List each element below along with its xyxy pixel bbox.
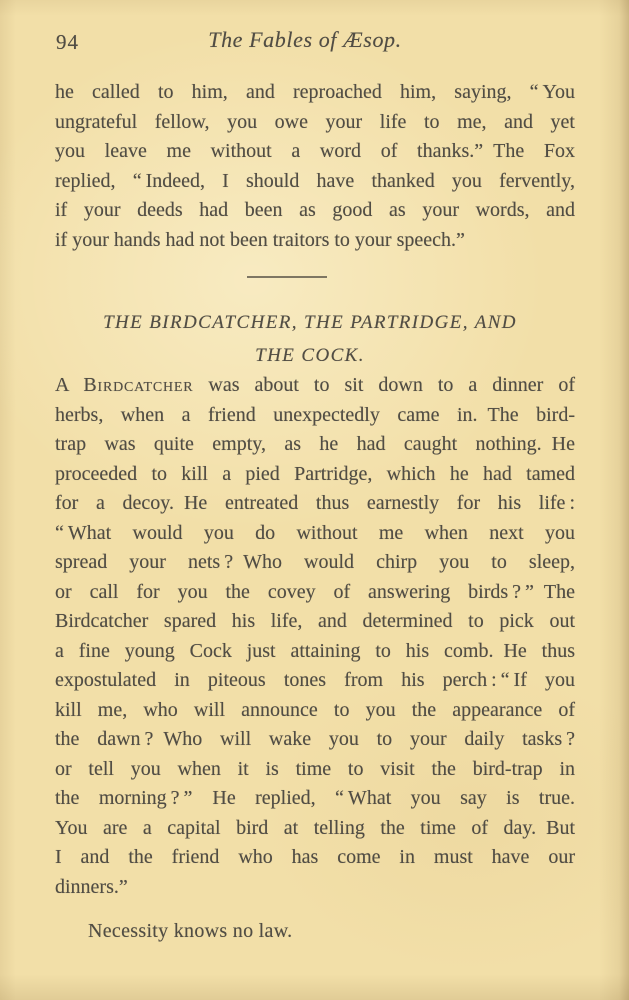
opening-word: A — [55, 374, 84, 396]
text-line: ungrateful fellow, you owe your life to me, and yet — [55, 110, 575, 133]
fable-title — [45, 306, 575, 372]
fable-body-paragraph — [55, 371, 575, 902]
fable-title-line-1: THE BIRDCATCHER, THE PARTRIDGE, AND — [103, 312, 517, 333]
text-line: herbs, when a friend unexpectedly came in. The bird- — [55, 403, 575, 426]
opening-rest: was about to sit down to a dinner of — [193, 374, 575, 396]
text-line: for a decoy. He entreated thus earnestly for his life : — [55, 492, 575, 514]
text-line: expostulated in piteous tones from his perch : “ If you — [55, 669, 575, 691]
text-line: the dawn ? Who will wake you to your daily tasks ? — [55, 728, 575, 750]
text-line-opening — [55, 371, 575, 401]
text-line: kill me, who will announce to you the appearance of — [55, 698, 575, 721]
running-header: The Fables of Æsop. — [208, 27, 402, 52]
text-line: or call for you the covey of answering birds ? ” The — [55, 580, 575, 603]
text-line: “ What would you do without me when next you — [55, 521, 575, 544]
text-line: spread your nets ? Who would chirp you to sleep, — [55, 551, 575, 573]
text-line: I and the friend who has come in must have our — [55, 846, 575, 868]
text-line: Birdcatcher spared his life, and determined to pick out — [55, 610, 575, 632]
text-line: or tell you when it is time to visit the bird-trap in — [55, 757, 575, 780]
page-number: 94 — [56, 30, 79, 54]
fable-title-line-2: THE COCK. — [255, 345, 365, 366]
text-line: if your hands had not been traitors to your speech.” — [55, 228, 465, 251]
text-line: he called to him, and reproached him, saying, “ You — [55, 81, 575, 103]
text-line: dinners.” — [55, 875, 128, 898]
section-divider-rule — [247, 276, 327, 278]
text-line: proceeded to kill a pied Partridge, which he had tamed — [55, 462, 575, 485]
opening-smallcaps-word: Birdcatcher — [83, 374, 194, 396]
text-line: if your deeds had been as good as your words, and — [55, 199, 575, 221]
text-line: You are a capital bird at telling the time of day. But — [55, 816, 575, 839]
text-line: the morning ? ” He replied, “ What you say is true. — [55, 787, 575, 809]
text-line: a fine young Cock just attaining to his comb. He thus — [55, 639, 575, 662]
text-line: trap was quite empty, as he had caught nothing. He — [55, 433, 575, 455]
text-line: replied, “ Indeed, I should have thanked you fervently, — [55, 169, 575, 192]
fable-moral: Necessity knows no law. — [88, 920, 293, 942]
previous-fable-ending-paragraph — [55, 78, 575, 255]
text-line: you leave me without a word of thanks.” The Fox — [55, 140, 575, 162]
